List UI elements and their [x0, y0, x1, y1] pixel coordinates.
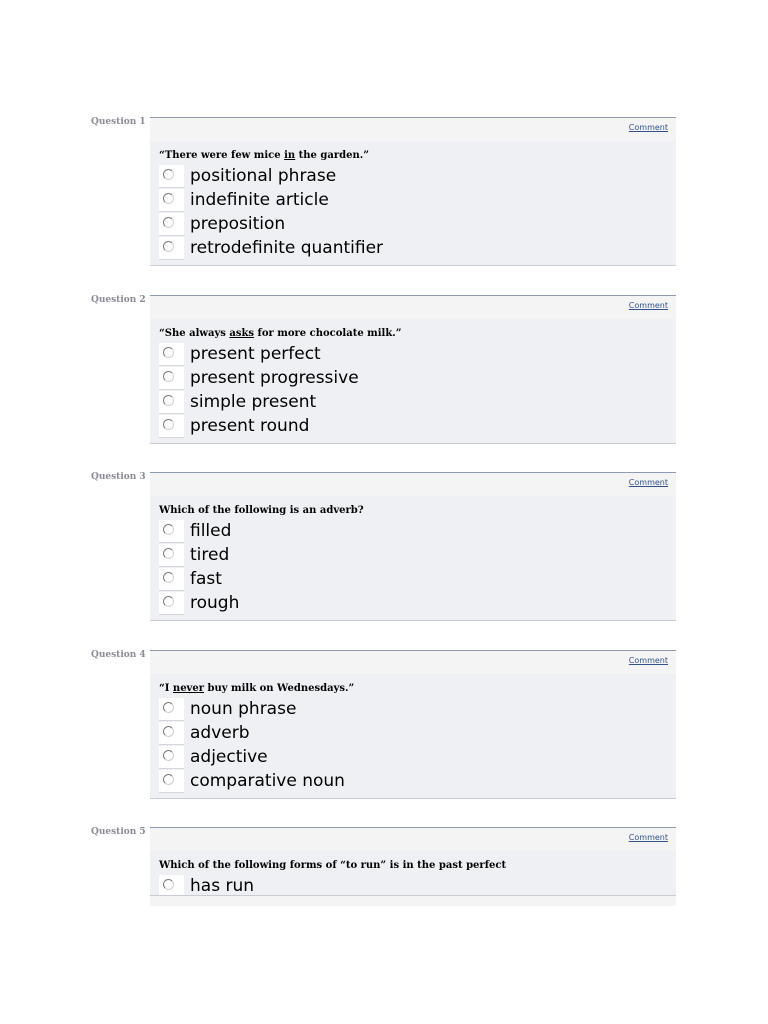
radio-button[interactable] — [163, 241, 174, 252]
radio-button[interactable] — [163, 702, 174, 713]
radio-button[interactable] — [163, 879, 174, 890]
radio-button[interactable] — [163, 726, 174, 737]
question-number: Question 3 — [91, 472, 146, 482]
radio-cell — [159, 343, 184, 366]
question-header — [150, 651, 676, 674]
choice-label: indefinite article — [190, 190, 329, 210]
radio-button[interactable] — [163, 395, 174, 406]
underlined-word: in — [284, 150, 296, 161]
answer-choice[interactable] — [159, 591, 676, 615]
choice-label: present perfect — [190, 344, 321, 364]
radio-cell — [159, 237, 184, 260]
question-number: Question 2 — [91, 295, 146, 305]
question-prompt: “I never buy milk on Wednesdays.” — [159, 683, 355, 694]
underlined-word: never — [172, 683, 204, 694]
choice-label: has run — [190, 876, 254, 896]
answer-choice[interactable] — [159, 212, 676, 236]
question-header — [150, 828, 676, 851]
question-prompt: “She always asks for more chocolate milk.” — [159, 328, 402, 339]
radio-button[interactable] — [163, 217, 174, 228]
choice-label: filled — [190, 521, 232, 541]
question-number: Question 5 — [91, 827, 146, 837]
radio-cell — [159, 520, 184, 543]
answer-choice[interactable] — [159, 745, 676, 769]
choice-label: tired — [190, 545, 230, 565]
comment-link[interactable]: Comment — [628, 833, 668, 842]
choice-label: noun phrase — [190, 699, 297, 719]
answer-choice[interactable] — [159, 366, 676, 390]
answer-choice[interactable] — [159, 543, 676, 567]
comment-link[interactable]: Comment — [628, 478, 668, 487]
underlined-word: asks — [229, 328, 255, 339]
radio-cell — [159, 770, 184, 793]
radio-button[interactable] — [163, 572, 174, 583]
question-prompt: Which of the following is an adverb? — [159, 505, 364, 516]
radio-cell — [159, 722, 184, 745]
radio-cell — [159, 367, 184, 390]
question-header — [150, 118, 676, 141]
answer-choice[interactable] — [159, 874, 676, 896]
radio-cell — [159, 391, 184, 414]
question-prompt: Which of the following forms of “to run” is in the past perfect — [159, 860, 507, 871]
comment-link[interactable]: Comment — [628, 656, 668, 665]
question-body — [150, 141, 676, 266]
answer-choice[interactable] — [159, 188, 676, 212]
question-box — [150, 295, 676, 444]
answer-choice[interactable] — [159, 519, 676, 543]
choice-label: fast — [190, 569, 222, 589]
question-footer-strip — [150, 896, 676, 906]
radio-cell — [159, 875, 184, 897]
radio-cell — [159, 746, 184, 769]
question-header — [150, 473, 676, 496]
question-body — [150, 674, 676, 799]
choice-label: present progressive — [190, 368, 359, 388]
question-number: Question 4 — [91, 650, 146, 660]
question-number: Question 1 — [91, 117, 146, 127]
radio-button[interactable] — [163, 419, 174, 430]
question-box — [150, 650, 676, 799]
answer-choice[interactable] — [159, 390, 676, 414]
question-box — [150, 117, 676, 266]
question-header — [150, 296, 676, 319]
radio-button[interactable] — [163, 524, 174, 535]
choice-label: adverb — [190, 723, 250, 743]
comment-link[interactable]: Comment — [628, 123, 668, 132]
question-body — [150, 319, 676, 444]
choice-label: positional phrase — [190, 166, 337, 186]
choice-label: present round — [190, 416, 310, 436]
radio-cell — [159, 544, 184, 567]
choice-label: rough — [190, 593, 240, 613]
radio-cell — [159, 213, 184, 236]
radio-button[interactable] — [163, 169, 174, 180]
radio-button[interactable] — [163, 774, 174, 785]
question-body — [150, 496, 676, 621]
choice-label: retrodefinite quantifier — [190, 238, 384, 258]
question-body — [150, 851, 676, 896]
answer-choice[interactable] — [159, 769, 676, 793]
question-prompt: “There were few mice in the garden.” — [159, 150, 369, 161]
radio-cell — [159, 698, 184, 721]
radio-button[interactable] — [163, 596, 174, 607]
radio-button[interactable] — [163, 371, 174, 382]
answer-choice[interactable] — [159, 236, 676, 260]
choice-label: adjective — [190, 747, 268, 767]
radio-cell — [159, 165, 184, 188]
choice-label: comparative noun — [190, 771, 345, 791]
radio-button[interactable] — [163, 193, 174, 204]
choice-label: preposition — [190, 214, 286, 234]
radio-button[interactable] — [163, 347, 174, 358]
radio-button[interactable] — [163, 750, 174, 761]
question-box — [150, 472, 676, 621]
question-box — [150, 827, 676, 906]
answer-choice[interactable] — [159, 697, 676, 721]
answer-choice[interactable] — [159, 414, 676, 438]
radio-cell — [159, 189, 184, 212]
radio-cell — [159, 568, 184, 591]
answer-choice[interactable] — [159, 567, 676, 591]
answer-choice[interactable] — [159, 721, 676, 745]
choice-label: simple present — [190, 392, 317, 412]
comment-link[interactable]: Comment — [628, 301, 668, 310]
radio-cell — [159, 415, 184, 438]
answer-choice[interactable] — [159, 164, 676, 188]
radio-cell — [159, 592, 184, 615]
answer-choice[interactable] — [159, 342, 676, 366]
radio-button[interactable] — [163, 548, 174, 559]
